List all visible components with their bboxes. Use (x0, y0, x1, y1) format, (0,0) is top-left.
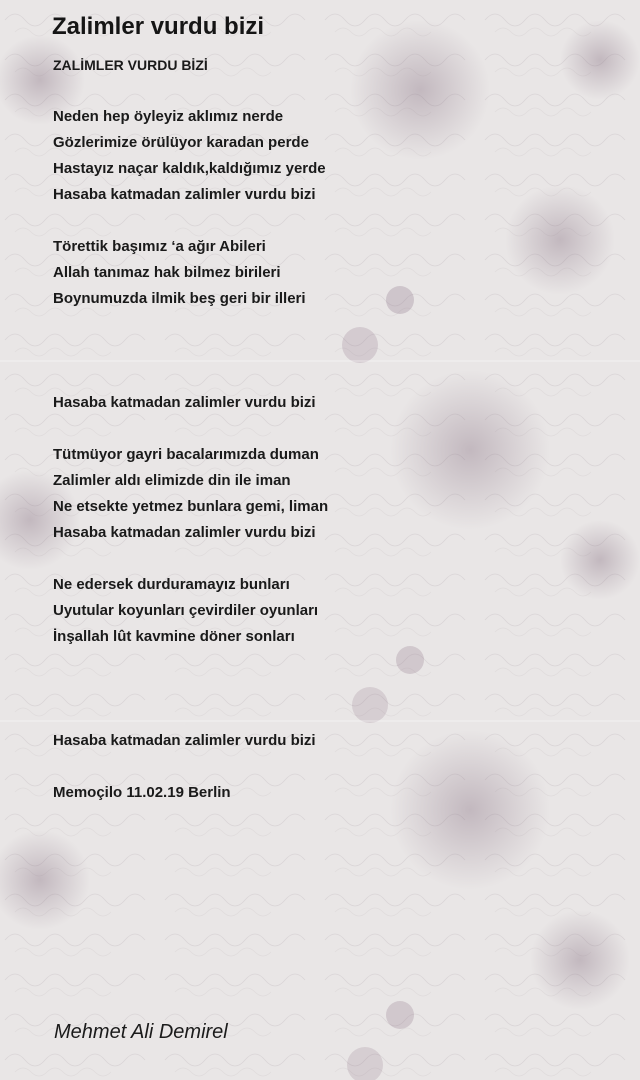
poem-line: Hasaba katmadan zalimler vurdu bizi (53, 524, 316, 541)
poem-line: Neden hep öyleyiz aklımız nerde (53, 108, 284, 125)
poem-line: Ne etsekte yetmez bunlara gemi, liman (53, 498, 329, 515)
stanza-4 (53, 572, 613, 650)
poem-line: Ne edersek durduramayız bunları (53, 576, 290, 593)
poem-line: Uyutular koyunları çevirdiler oyunları (53, 602, 319, 619)
poem-signature: Memoçilo 11.02.19 Berlin (53, 784, 231, 801)
author-name: Mehmet Ali Demirel (54, 1021, 228, 1043)
poem-line: Tütmüyor gayri bacalarımızda duman (53, 446, 319, 463)
poem-line: İnşallah lût kavmine döner sonları (53, 628, 295, 645)
poem-line: Zalimler aldı elimizde din ile iman (53, 472, 291, 489)
stanza-2 (53, 234, 613, 312)
poem-line: Boynumuzda ilmik beş geri bir illeri (53, 290, 306, 307)
poem-line: Hastayız naçar kaldık,kaldığımız yerde (53, 160, 326, 177)
stanza-1 (53, 104, 613, 208)
poem-line: Gözlerimize örülüyor karadan perde (53, 134, 309, 151)
poem-line: Hasaba katmadan zalimler vurdu bizi (53, 186, 316, 203)
poem-body (53, 52, 613, 806)
poem-refrain: Hasaba katmadan zalimler vurdu bizi (53, 394, 316, 411)
stanza-3 (53, 442, 613, 546)
poem-subtitle: ZALİMLER VURDU BİZİ (53, 57, 208, 73)
poem-title: Zalimler vurdu bizi (52, 13, 265, 40)
poem-line: Törettik başımız ‘a ağır Abileri (53, 238, 266, 255)
poem-line: Allah tanımaz hak bilmez birileri (53, 264, 281, 281)
poem-refrain: Hasaba katmadan zalimler vurdu bizi (53, 732, 316, 749)
